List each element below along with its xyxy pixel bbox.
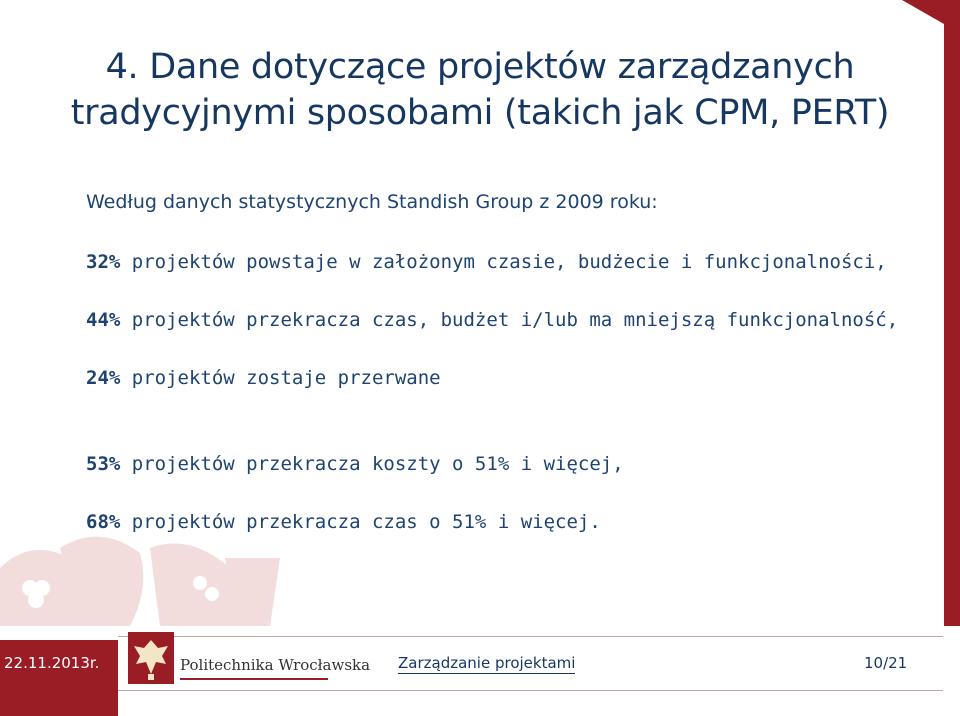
footer-divider-bottom xyxy=(118,690,943,691)
stat-text: projektów przekracza koszty o 51% i więcej, xyxy=(120,453,624,475)
top-corner-accent xyxy=(902,0,944,24)
slide-title-line-2: tradycyjnymi sposobami (takich jak CPM, PERT) xyxy=(70,93,890,133)
stat-percent: 68% xyxy=(86,511,121,533)
stat-percent: 44% xyxy=(86,309,121,331)
slide-title-line-1: 4. Dane dotyczące projektów zarządzanych xyxy=(105,47,855,87)
stat-text: projektów przekracza czas, budżet i/lub ma mniejszą funkcjonalność, xyxy=(120,309,899,331)
footer-date: 22.11.2013r. xyxy=(4,654,100,672)
institution-underline xyxy=(180,678,328,680)
stat-text: projektów powstaje w założonym czasie, budżecie i funkcjonalności, xyxy=(120,251,887,273)
intro-line: Według danych statystycznych Standish Group z 2009 roku: xyxy=(86,191,658,213)
stat-percent: 24% xyxy=(86,367,121,389)
university-eagle-emblem-icon xyxy=(126,630,176,686)
stat-line-2 xyxy=(86,308,898,332)
stat-percent: 53% xyxy=(86,453,121,475)
stat-line-4 xyxy=(86,452,624,476)
slide-number: 10/21 xyxy=(864,654,908,672)
stat-line-1 xyxy=(86,250,887,274)
footer-date-box xyxy=(0,640,118,716)
eagle-watermark-icon xyxy=(0,528,300,626)
slide-title xyxy=(0,44,960,136)
stat-text: projektów przekracza czas o 51% i więcej. xyxy=(120,511,601,533)
stat-percent: 32% xyxy=(86,251,121,273)
institution-name: Politechnika Wrocławska xyxy=(180,656,371,674)
footer-divider-top xyxy=(118,636,943,637)
course-name-link[interactable]: Zarządzanie projektami xyxy=(398,654,576,672)
slide-footer xyxy=(0,626,960,716)
stat-line-3 xyxy=(86,366,441,390)
stat-text: projektów zostaje przerwane xyxy=(120,367,441,389)
stat-line-5 xyxy=(86,510,601,534)
